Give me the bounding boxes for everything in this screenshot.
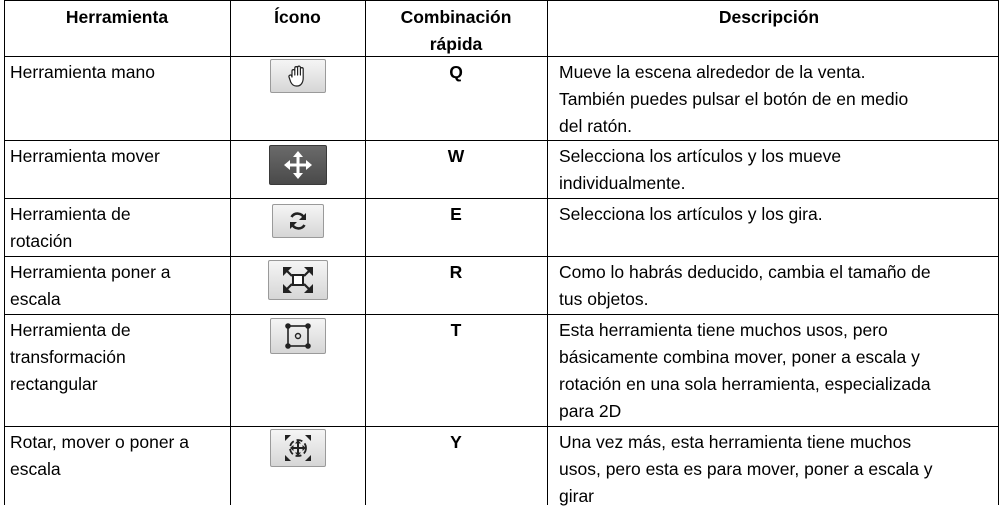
tool-description: [547, 198, 999, 256]
tool-name-line: Herramienta poner a: [10, 262, 171, 282]
rect-transform-icon[interactable]: [270, 318, 326, 354]
description-line: Esta herramienta tiene muchos usos, pero: [559, 320, 888, 340]
tool-description: [547, 314, 999, 426]
tool-name-line: Herramienta mano: [10, 62, 155, 82]
tool-description: [547, 140, 999, 198]
hand-icon[interactable]: [270, 59, 326, 93]
rotate-icon[interactable]: [272, 204, 324, 238]
icon-cell: [230, 140, 365, 198]
tool-name: [4, 198, 230, 256]
tool-name-line: Rotar, mover o poner a: [10, 432, 189, 452]
table-row: [0, 56, 999, 140]
table-row: [0, 198, 999, 256]
tool-name: [4, 256, 230, 314]
description-line: tus objetos.: [559, 289, 649, 309]
tool-name-line: rectangular: [10, 374, 98, 394]
table-header: [0, 0, 999, 56]
icon-cell: [230, 256, 365, 314]
tool-name-line: rotación: [10, 231, 73, 251]
table-row: [0, 140, 999, 198]
tool-name: [4, 314, 230, 426]
tool-name-line: Herramienta de: [10, 204, 131, 224]
description-line: También puedes pulsar el botón de en medio: [559, 89, 909, 109]
description-line: Mueve la escena alrededor de la venta.: [559, 62, 866, 82]
shortcut-key: T: [450, 320, 462, 340]
transform-all-icon[interactable]: [270, 429, 326, 467]
description-line: rotación en una sola herramienta, especializada: [559, 374, 931, 394]
icon-cell: [230, 426, 365, 505]
description-line: usos, pero esta es para mover, poner a escala y: [559, 459, 933, 479]
header-tool: Herramienta: [65, 7, 169, 27]
tool-name-line: escala: [10, 289, 61, 309]
shortcut-key: Q: [449, 62, 463, 82]
header-shortcut-line: Combinación: [400, 7, 512, 27]
icon-cell: [230, 56, 365, 140]
move-arrows-icon[interactable]: [269, 145, 327, 185]
description-line: Selecciona los artículos y los gira.: [559, 204, 823, 224]
table-row: [0, 426, 999, 505]
description-line: individualmente.: [559, 173, 686, 193]
description-line: del ratón.: [559, 116, 632, 136]
header-shortcut-line: rápida: [429, 34, 483, 54]
header-shortcut: [365, 0, 547, 56]
header-icon: Ícono: [274, 7, 321, 27]
description-line: básicamente combina mover, poner a escala y: [559, 347, 920, 367]
table-row: [0, 314, 999, 426]
shortcut-key: R: [449, 262, 463, 282]
tool-name: [4, 140, 230, 198]
description-line: Una vez más, esta herramienta tiene muchos: [559, 432, 912, 452]
tool-description: [547, 56, 999, 140]
tool-name-line: Herramienta mover: [10, 146, 160, 166]
tool-name-line: escala: [10, 459, 61, 479]
tool-name: [4, 426, 230, 505]
shortcut-key: Y: [450, 432, 462, 452]
description-line: girar: [559, 486, 595, 506]
icon-cell: [230, 198, 365, 256]
tool-name-line: Herramienta de: [10, 320, 131, 340]
header-description: Descripción: [718, 7, 820, 27]
tool-description: [547, 426, 999, 505]
tool-name-line: transformación: [10, 347, 126, 367]
scale-icon[interactable]: [268, 260, 328, 300]
description-line: Como lo habrás deducido, cambia el tamaño de: [559, 262, 931, 282]
description-line: Selecciona los artículos y los mueve: [559, 146, 842, 166]
shortcut-key: W: [447, 146, 465, 166]
description-line: para 2D: [559, 401, 622, 421]
tool-description: [547, 256, 999, 314]
icon-cell: [230, 314, 365, 426]
shortcut-key: E: [450, 204, 462, 224]
tool-name: [4, 56, 230, 140]
table-row: [0, 256, 999, 314]
